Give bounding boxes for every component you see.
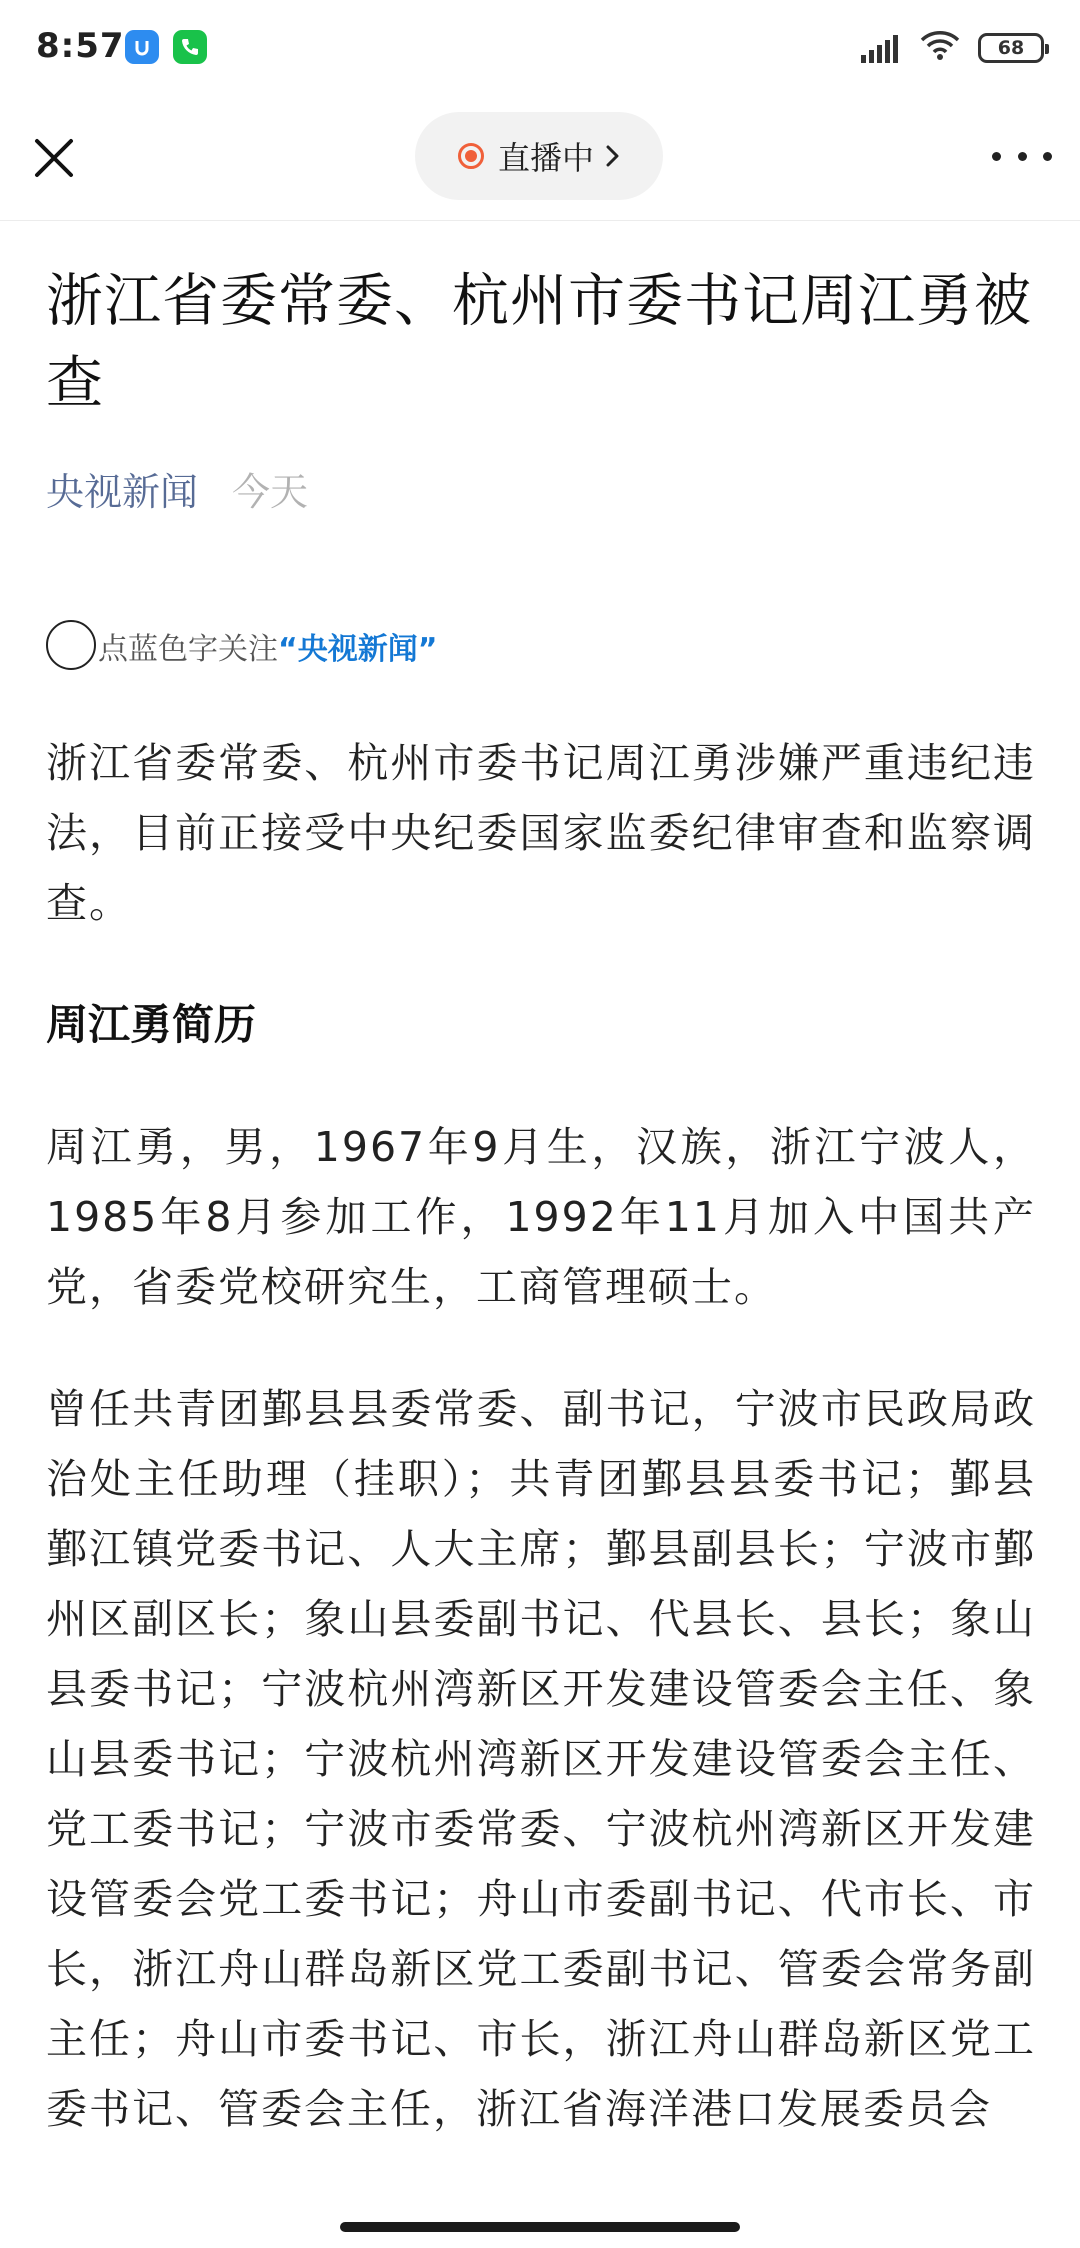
blue-app-icon <box>125 30 159 64</box>
live-button[interactable] <box>415 112 663 200</box>
phone-icon <box>173 30 207 64</box>
follow-prompt <box>46 610 1036 670</box>
status-bar <box>0 0 1080 96</box>
close-icon <box>33 137 75 179</box>
system-icons <box>861 28 1044 68</box>
wifi-icon <box>920 30 960 66</box>
status-time: 8:57 <box>36 26 125 66</box>
chevron-right-icon <box>606 145 620 167</box>
follow-prefix: 点蓝色字关注 <box>98 632 278 667</box>
nav-bar <box>0 96 1080 221</box>
paragraph-2: 周江勇，男，1967年9月生，汉族，浙江宁波人，1985年8月参加工作，1992年11月加入中国共产党，省委党校研究生，工商管理硕士。 <box>46 1123 1036 1311</box>
paragraph-1: 浙江省委常委、杭州市委书记周江勇涉嫌严重违纪违法，目前正接受中央纪委国家监委纪律审查和监察调查。 <box>46 739 1036 927</box>
publish-time: 今天 <box>232 469 309 514</box>
source-link[interactable]: 央视新闻 <box>46 469 199 514</box>
paragraph-3: 曾任共青团鄞县县委常委、副书记，宁波市民政局政治处主任助理（挂职）；共青团鄞县县委书记；鄞县鄞江镇党委书记、人大主席；鄞县副县长；宁波市鄞州区副区长；象山县委副书记、代县长、县长；象山县委书记；宁波杭州湾新区开发建设管委会主任、象山县委书记；宁波杭州湾新区开发建设管委会主任、党工委书记；宁波市委常委、宁波杭州湾新区开发建设管委会党工委书记；舟山市委副书记、代市长、市长，浙江舟山群岛新区党工委副书记、管委会常务副主任；舟山市委书记、市长，浙江舟山群岛新区党工委书记、管委会主任，浙江省海洋港口发展委员会 <box>46 1385 1036 2133</box>
more-button[interactable] <box>992 136 1052 176</box>
close-button[interactable] <box>24 128 84 188</box>
article-meta <box>46 458 1036 518</box>
article-title: 浙江省委常委、杭州市委书记周江勇被查 <box>46 268 1032 416</box>
article <box>46 260 1036 2144</box>
battery-indicator: 68 <box>978 33 1044 63</box>
live-label: 直播中 <box>497 139 594 177</box>
section-heading: 周江勇简历 <box>46 1000 257 1049</box>
circle-icon <box>46 620 96 670</box>
home-indicator[interactable] <box>340 2222 740 2232</box>
live-dot-icon <box>458 143 484 169</box>
signal-icon <box>861 33 898 63</box>
follow-account-link[interactable]: “央视新闻” <box>278 632 438 667</box>
more-icon <box>992 152 1001 161</box>
